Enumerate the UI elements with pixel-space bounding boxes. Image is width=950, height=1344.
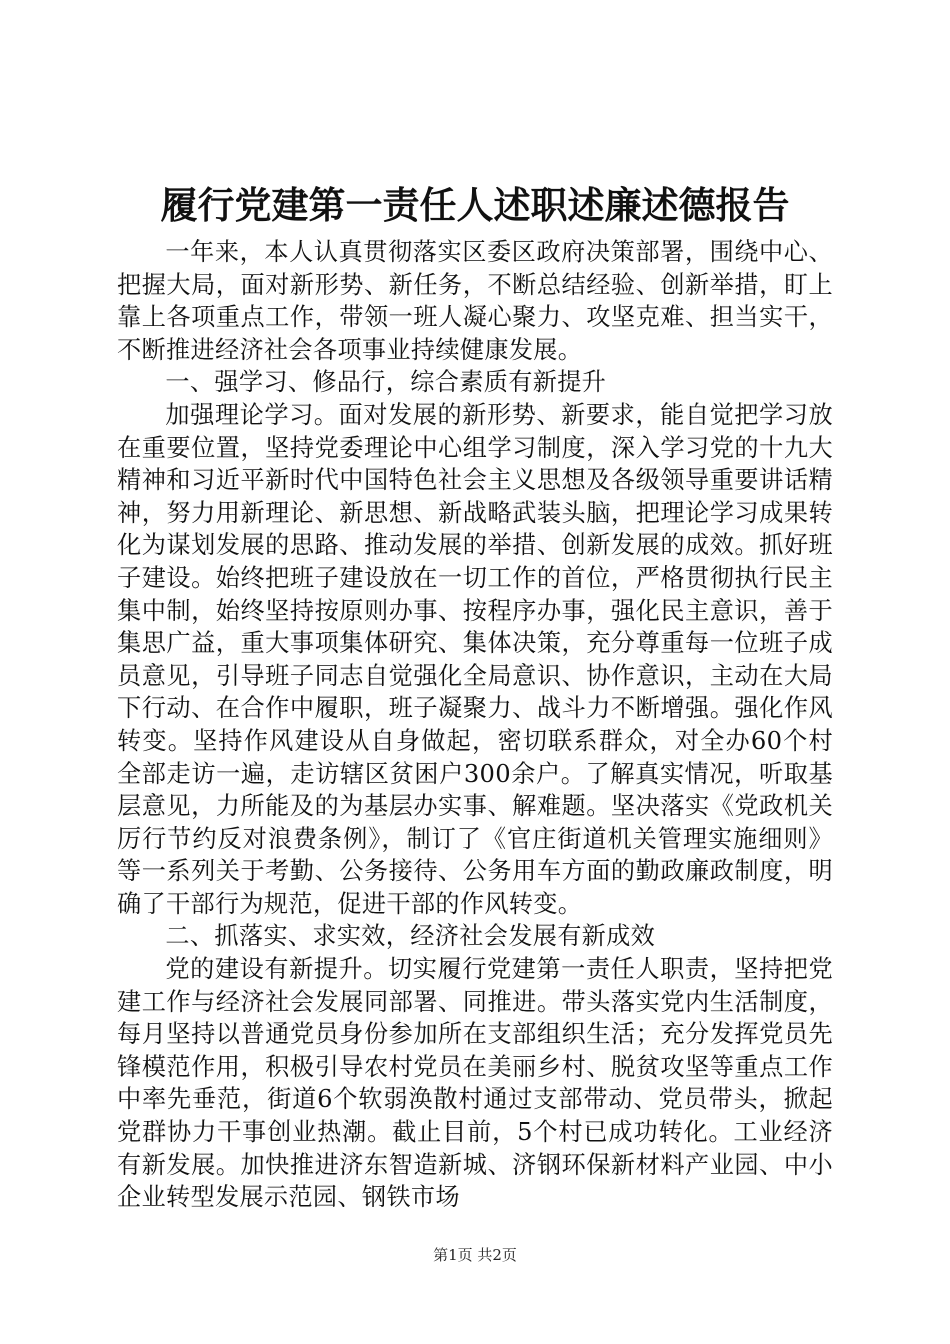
- document-title: 履行党建第一责任人述职述廉述德报告: [160, 183, 790, 227]
- section-heading-1: 一、强学习、修品行，综合素质有新提升: [165, 368, 607, 397]
- document-body: [117, 236, 833, 1214]
- paragraph-intro: 一年来，本人认真贯彻落实区委区政府决策部署，围绕中心、把握大局，面对新形势、新任务，不断总结经验、创新举措，盯上靠上各项重点工作，带领一班人凝心聚力、攻坚克难、担当实干，不断推进经济社会各项事业持续健康发展。: [117, 238, 833, 364]
- section-heading-2: 二、抓落实、求实效，经济社会发展有新成效: [165, 922, 656, 951]
- page-footer: 第1页 共2页: [433, 1246, 517, 1264]
- paragraph-section-2: 党的建设有新提升。切实履行党建第一责任人职责，坚持把党建工作与经济社会发展同部署、同推进。带头落实党内生活制度，每月坚持以普通党员身份参加所在支部组织生活；充分发挥党员先锋模范作用，积极引导农村党员在美丽乡村、脱贫攻坚等重点工作中率先垂范，街道6个软弱涣散村通过支部带动、党员带头，掀起党群协力干事创业热潮。截止目前，5个村已成功转化。工业经济有新发展。加快推进济东智造新城、济钢环保新材料产业园、中小企业转型发展示范园、钢铁市场: [117, 955, 833, 1212]
- paragraph-section-1: 加强理论学习。面对发展的新形势、新要求，能自觉把学习放在重要位置，坚持党委理论中心组学习制度，深入学习党的十九大精神和习近平新时代中国特色社会主义思想及各级领导重要讲话精神，努力用新理论、新思想、新战略武装头脑，把理论学习成果转化为谋划发展的思路、推动发展的举措、创新发展的成效。抓好班子建设。始终把班子建设放在一切工作的首位，严格贯彻执行民主集中制，始终坚持按原则办事、按程序办事，强化民主意识，善于集思广益，重大事项集体研究、集体决策，充分尊重每一位班子成员意见，引导班子同志自觉强化全局意识、协作意识，主动在大局下行动、在合作中履职，班子凝聚力、战斗力不断增强。强化作风转变。坚持作风建设从自身做起，密切联系群众，对全办60个村全部走访一遍，走访辖区贫困户300余户。了解真实情况，听取基层意见，力所能及的为基层办实事、解难题。坚决落实《党政机关厉行节约反对浪费条例》，制订了《官庄街道机关管理实施细则》等一系列关于考勤、公务接待、公务用车方面的勤政廉政制度，明确了干部行为规范，促进干部的作风转变。: [117, 400, 833, 918]
